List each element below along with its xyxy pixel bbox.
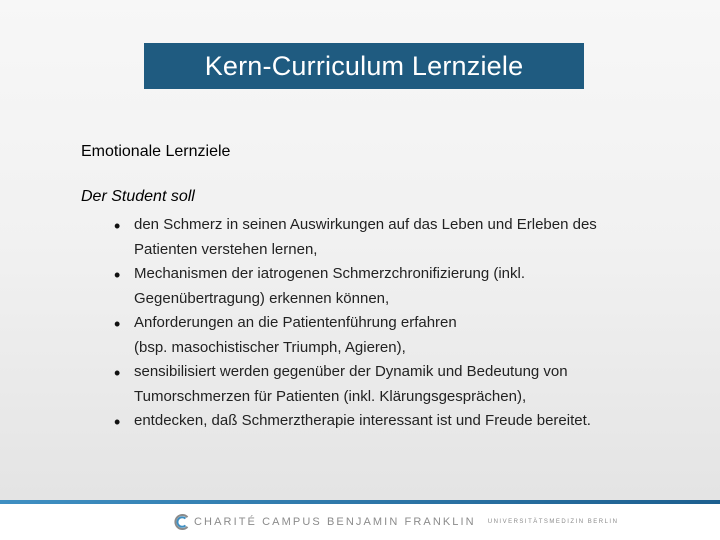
learning-goal-line: entdecken, daß Schmerztherapie interessant ist und Freude bereitet.: [134, 412, 591, 429]
learning-goal-line: Anforderungen an die Patientenführung erfahren: [134, 314, 457, 331]
learning-goal-item: [112, 262, 672, 311]
slide-title: Kern-Curriculum Lernziele: [144, 43, 584, 89]
bullet-icon: •: [114, 314, 121, 334]
logo-text: CHARITÉ CAMPUS BENJAMIN FRANKLIN: [194, 516, 476, 528]
bullet-icon: •: [114, 412, 121, 432]
learning-goal-line: Tumorschmerzen für Patienten (inkl. Klärungsgesprächen),: [134, 387, 527, 405]
learning-goal-item: [112, 213, 672, 262]
learning-goal-line: (bsp. masochistischer Triumph, Agieren),: [134, 338, 406, 356]
learning-goal-item: [112, 360, 672, 409]
footer-divider: [0, 500, 720, 504]
bullet-icon: •: [114, 216, 121, 236]
bullet-icon: •: [114, 363, 121, 383]
learning-goal-line: Gegenübertragung) erkennen können,: [134, 289, 390, 307]
bullet-icon: •: [114, 265, 121, 285]
learning-goal-line: sensibilisiert werden gegenüber der Dynamik und Bedeutung von: [134, 363, 568, 380]
logo-subtext: UNIVERSITÄTSMEDIZIN BERLIN: [487, 519, 619, 525]
charite-logo-icon: [172, 512, 192, 532]
learning-goal-item: [112, 311, 672, 360]
learning-goals-list: [112, 213, 672, 434]
section-subtitle: Emotionale Lernziele: [81, 143, 231, 160]
learning-goal-line: Patienten verstehen lernen,: [134, 240, 318, 258]
learning-goal-line: Mechanismen der iatrogenen Schmerzchronifizierung (inkl.: [134, 265, 526, 282]
learning-goal-line: den Schmerz in seinen Auswirkungen auf das Leben und Erleben des: [134, 216, 597, 233]
charite-logo: [172, 512, 618, 532]
learning-goal-item: [112, 409, 672, 434]
intro-text: Der Student soll: [81, 188, 195, 205]
